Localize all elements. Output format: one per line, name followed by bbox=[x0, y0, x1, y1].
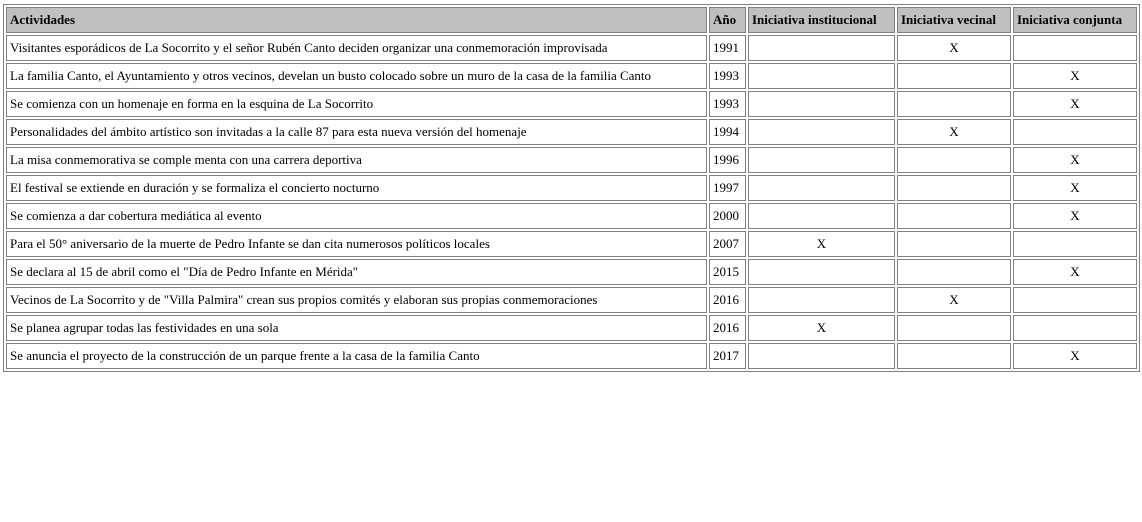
cell-anio: 2015 bbox=[709, 259, 746, 285]
table-row bbox=[6, 147, 1137, 173]
cell-iniciativa-institucional bbox=[748, 147, 895, 173]
cell-actividad: Se comienza a dar cobertura mediática al evento bbox=[6, 203, 707, 229]
header-iniciativa-vecinal: Iniciativa vecinal bbox=[897, 7, 1011, 33]
cell-actividad: El festival se extiende en duración y se formaliza el concierto nocturno bbox=[6, 175, 707, 201]
cell-actividad: Personalidades del ámbito artístico son invitadas a la calle 87 para esta nueva versión del homenaje bbox=[6, 119, 707, 145]
cell-iniciativa-vecinal bbox=[897, 91, 1011, 117]
cell-iniciativa-institucional: X bbox=[748, 231, 895, 257]
cell-actividad: Para el 50° aniversario de la muerte de Pedro Infante se dan cita numerosos políticos locales bbox=[6, 231, 707, 257]
table-row bbox=[6, 259, 1137, 285]
cell-actividad: La misa conmemorativa se comple menta con una carrera deportiva bbox=[6, 147, 707, 173]
cell-iniciativa-conjunta: X bbox=[1013, 203, 1137, 229]
table-row bbox=[6, 315, 1137, 341]
cell-iniciativa-institucional bbox=[748, 91, 895, 117]
header-actividades: Actividades bbox=[6, 7, 707, 33]
cell-iniciativa-conjunta: X bbox=[1013, 63, 1137, 89]
table-row bbox=[6, 343, 1137, 369]
cell-iniciativa-vecinal: X bbox=[897, 119, 1011, 145]
cell-iniciativa-conjunta: X bbox=[1013, 259, 1137, 285]
cell-actividad: Se anuncia el proyecto de la construcción de un parque frente a la casa de la familia Canto bbox=[6, 343, 707, 369]
table-row bbox=[6, 203, 1137, 229]
cell-iniciativa-institucional bbox=[748, 175, 895, 201]
cell-actividad: Se comienza con un homenaje en forma en la esquina de La Socorrito bbox=[6, 91, 707, 117]
cell-anio: 1993 bbox=[709, 91, 746, 117]
cell-iniciativa-conjunta bbox=[1013, 35, 1137, 61]
table-row bbox=[6, 231, 1137, 257]
header-iniciativa-conjunta: Iniciativa conjunta bbox=[1013, 7, 1137, 33]
cell-iniciativa-conjunta: X bbox=[1013, 343, 1137, 369]
cell-iniciativa-institucional bbox=[748, 287, 895, 313]
cell-iniciativa-institucional bbox=[748, 259, 895, 285]
cell-anio: 2016 bbox=[709, 315, 746, 341]
cell-actividad: La familia Canto, el Ayuntamiento y otros vecinos, develan un busto colocado sobre un muro de la casa de la familia Canto bbox=[6, 63, 707, 89]
cell-anio: 2007 bbox=[709, 231, 746, 257]
cell-iniciativa-institucional bbox=[748, 343, 895, 369]
cell-actividad: Se declara al 15 de abril como el "Día de Pedro Infante en Mérida" bbox=[6, 259, 707, 285]
cell-iniciativa-institucional: X bbox=[748, 315, 895, 341]
cell-anio: 1994 bbox=[709, 119, 746, 145]
cell-actividad: Vecinos de La Socorrito y de "Villa Palmira" crean sus propios comités y elaboran sus propias conmemoraciones bbox=[6, 287, 707, 313]
cell-iniciativa-institucional bbox=[748, 119, 895, 145]
cell-iniciativa-institucional bbox=[748, 35, 895, 61]
table-header-row bbox=[6, 7, 1137, 33]
activities-table-container bbox=[3, 4, 1140, 372]
cell-iniciativa-vecinal bbox=[897, 231, 1011, 257]
cell-actividad: Visitantes esporádicos de La Socorrito y el señor Rubén Canto deciden organizar una conmemoración improvisada bbox=[6, 35, 707, 61]
cell-iniciativa-vecinal: X bbox=[897, 35, 1011, 61]
cell-anio: 1997 bbox=[709, 175, 746, 201]
cell-iniciativa-vecinal bbox=[897, 175, 1011, 201]
cell-iniciativa-vecinal bbox=[897, 63, 1011, 89]
cell-anio: 2017 bbox=[709, 343, 746, 369]
table-row bbox=[6, 35, 1137, 61]
cell-iniciativa-institucional bbox=[748, 63, 895, 89]
table-row bbox=[6, 175, 1137, 201]
cell-iniciativa-conjunta bbox=[1013, 119, 1137, 145]
cell-iniciativa-vecinal bbox=[897, 259, 1011, 285]
cell-iniciativa-vecinal bbox=[897, 315, 1011, 341]
cell-iniciativa-conjunta: X bbox=[1013, 147, 1137, 173]
table-row bbox=[6, 63, 1137, 89]
cell-anio: 2000 bbox=[709, 203, 746, 229]
cell-anio: 2016 bbox=[709, 287, 746, 313]
cell-actividad: Se planea agrupar todas las festividades en una sola bbox=[6, 315, 707, 341]
header-anio: Año bbox=[709, 7, 746, 33]
cell-iniciativa-conjunta: X bbox=[1013, 175, 1137, 201]
cell-anio: 1993 bbox=[709, 63, 746, 89]
cell-iniciativa-conjunta bbox=[1013, 287, 1137, 313]
activities-table bbox=[3, 4, 1140, 372]
table-body bbox=[6, 35, 1137, 369]
cell-iniciativa-vecinal bbox=[897, 147, 1011, 173]
table-row bbox=[6, 287, 1137, 313]
cell-iniciativa-conjunta bbox=[1013, 315, 1137, 341]
table-row bbox=[6, 119, 1137, 145]
cell-iniciativa-conjunta: X bbox=[1013, 91, 1137, 117]
cell-iniciativa-vecinal: X bbox=[897, 287, 1011, 313]
cell-iniciativa-institucional bbox=[748, 203, 895, 229]
cell-iniciativa-conjunta bbox=[1013, 231, 1137, 257]
cell-iniciativa-vecinal bbox=[897, 343, 1011, 369]
cell-anio: 1991 bbox=[709, 35, 746, 61]
table-row bbox=[6, 91, 1137, 117]
header-iniciativa-institucional: Iniciativa institucional bbox=[748, 7, 895, 33]
cell-anio: 1996 bbox=[709, 147, 746, 173]
cell-iniciativa-vecinal bbox=[897, 203, 1011, 229]
